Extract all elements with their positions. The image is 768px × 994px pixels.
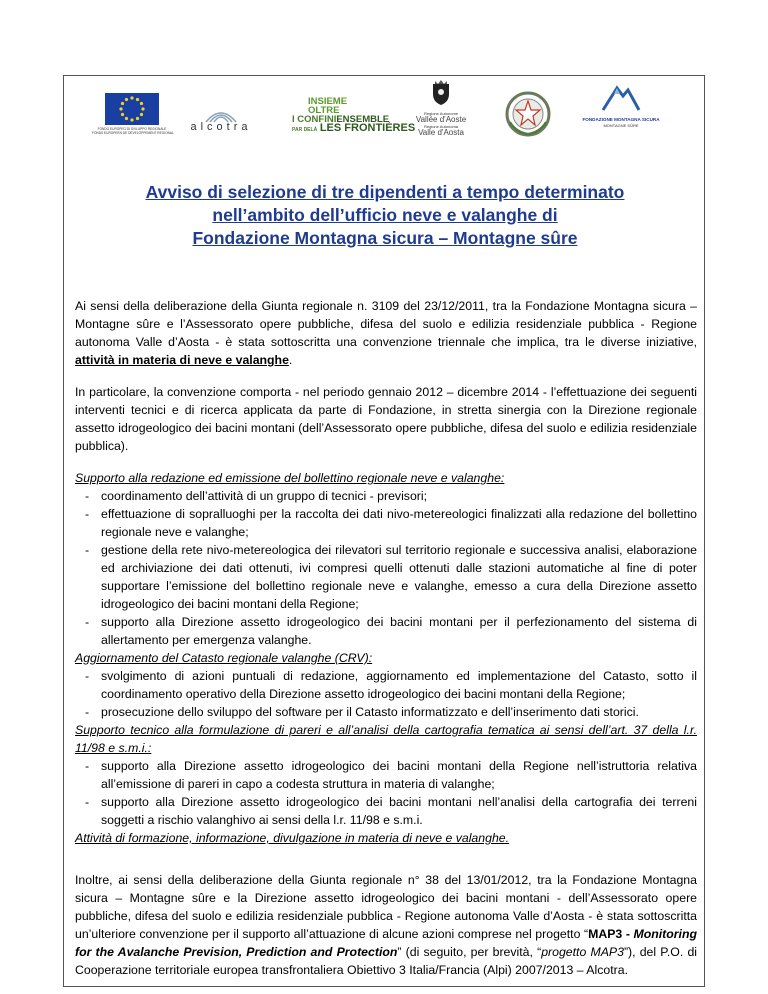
list-item: - effettuazione di sopralluoghi per la raccolta dei dati nivo-metereologici finalizzati alla redazione del bollettino regionale neve e valanghe; (85, 507, 697, 539)
fms-logo-text: FONDAZIONE MONTAGNA SICURA (582, 117, 660, 122)
eu-caption-2: FONDS EUROPEEN DE DEVELOPPEMENT REGIONAL (92, 131, 174, 135)
context-paragraph: In particolare, la convenzione comporta - nel periodo gennaio 2012 – dicembre 2014 - l’effettuazione dei seguenti interventi tecnici e di ricerca applicata da parte di Fondazione, in stretta sinergia con la Direzione regionale assetto idrogeologico dei bacini montani (dell’Assessorato opere pubbliche, difesa del suolo e edilizia residenziale pubblica). (75, 385, 697, 453)
title-line-3: Fondazione Montagna sicura – Montagne sûre (192, 228, 578, 248)
insieme-line-2: I CONFINI (292, 114, 337, 125)
insieme-line-1: INSIEME OLTRE (308, 96, 348, 116)
section-catasto (75, 649, 697, 721)
section-heading: Supporto alla redazione ed emissione del bollettino regionale neve e valanghe: (75, 471, 505, 485)
logo-bar (64, 76, 706, 166)
list-item: - supporto alla Direzione assetto idrogeologico dei bacini montani della Regione nell’istruttoria relativa all’emissione di pareri in capo a codesta struttura in materia di valanghe; (85, 759, 697, 791)
insieme-line-5: LES FRONTIÈRES (319, 122, 416, 134)
insieme-oltre-logo (292, 96, 416, 141)
eu-flag-logo (92, 93, 172, 135)
list-item: - supporto alla Direzione assetto idrogeologico dei bacini montani nell’analisi della cartografia dei terreni soggetti a rischio valanghivo ai sensi della l.r. 11/98 e s.m.i. (85, 795, 697, 827)
section-formazione-heading: Attività di formazione, informazione, divulgazione in materia di neve e valanghe. (75, 831, 510, 845)
insieme-line-4: PAR DELÀ (292, 127, 318, 133)
document-body (75, 297, 697, 993)
italian-republic-emblem (504, 90, 552, 138)
title-line-1: Avviso di selezione di tre dipendenti a tempo determinato (145, 182, 625, 202)
region-text-3: Regione Autonoma (423, 124, 459, 129)
section-heading: Aggiornamento del Catasto regionale valanghe (CRV): (75, 651, 373, 665)
coat-of-arms-icon (430, 80, 452, 106)
alcotra-logo (182, 104, 260, 138)
fondazione-montagna-sicura-logo (582, 82, 660, 138)
section-heading: Supporto tecnico alla formulazione di pareri e all’analisi della cartografia tematica ai sensi dell’art. 37 della l.r. 11/98 e s.m.i.: (75, 723, 697, 755)
region-text-2: Vallée d'Aoste (415, 115, 467, 124)
intro-paragraph (75, 297, 697, 369)
page-frame (63, 75, 705, 987)
intro-emphasis: attività in materia di neve e valanghe (75, 353, 289, 367)
eu-caption-1: FONDO EUROPEO DI SVILUPPO REGIONALE (97, 127, 167, 131)
region-text-4: Valle d'Aosta (418, 128, 464, 137)
list-item: - svolgimento di azioni puntuali di redazione, aggiornamento ed implementazione del Catasto, sotto il coordinamento operativo della Direzione assetto idrogeologico dei bacini montani della Regione; (85, 669, 697, 701)
title-line-2: nell’ambito dell’ufficio neve e valanghe di (212, 205, 558, 225)
fms-logo-subtext: MONTAGNE SÛRE (603, 123, 639, 128)
list-item: - prosecuzione dello sviluppo del software per il Catasto informatizzato e dell’inserimento dati storici. (85, 705, 639, 719)
alcotra-text: alcotra (190, 121, 252, 133)
star-emblem-icon (504, 90, 552, 138)
valle-daosta-logo (412, 80, 470, 140)
list-item: - coordinamento dell’attività di un gruppo di tecnici - previsori; (85, 489, 428, 503)
list-item: - supporto alla Direzione assetto idrogeologico dei bacini montani per il perfezionamento del sistema di allertamento per emergenza valanghe. (85, 615, 697, 647)
intro-text: Ai sensi della deliberazione della Giunta regionale n. 3109 del 23/12/2011, tra la Fondazione Montagna sicura – Montagne sûre e l’Assessorato opere pubbliche, difesa del suolo e edilizia residenziale pubblica - Regione autonoma Valle d’Aosta - è stata sottoscritta una convenzione triennale che implica, tra le diverse iniziative, (75, 299, 697, 349)
region-text-1: Regione Autonome (423, 111, 459, 116)
list-item: - gestione della rete nivo-metereologica dei rilevatori sul territorio regionale e successiva analisi, elaborazione ed archiviazione dei dati ottenuti, ivi compresi quelli ottenuti dalle stazioni automatiche al fine di poter supportare l’emissione del bollettino regionale neve e valanghe, emesso a cura della Direzione assetto idrogeologico dei bacini montani della Regione; (85, 543, 697, 611)
insieme-line-3: ENSEMBLE (336, 114, 390, 125)
intro-end: . (288, 353, 293, 367)
map3-paragraph: Inoltre, ai sensi della deliberazione della Giunta regionale n° 38 del 13/01/2012, tra la Fondazione Montagna sicura – Montagne sûre e la Direzione assetto idrogeologico dei bacini montani - dell’Assessorato opere pubbliche, difesa del suolo e edilizia residenziale pubblica - Regione autonoma Valle d’Aosta - è stata sottoscritta un’ulteriore convenzione per il supporto all’attuazione di alcune azioni comprese nel progetto “MAP3 - Monitoring for the Avalanche Prevision, Prediction and Protection” (di seguito, per brevità, “progetto MAP3”), del P.O. di Cooperazione territoriale europea transfrontaliera Obiettivo 3 Italia/Francia (Alpi) 2007/2013 – Alcotra. (75, 873, 698, 977)
section-pareri (75, 721, 697, 829)
document-title (64, 181, 706, 250)
mountain-icon (601, 82, 641, 112)
section-bollettino (75, 469, 697, 649)
